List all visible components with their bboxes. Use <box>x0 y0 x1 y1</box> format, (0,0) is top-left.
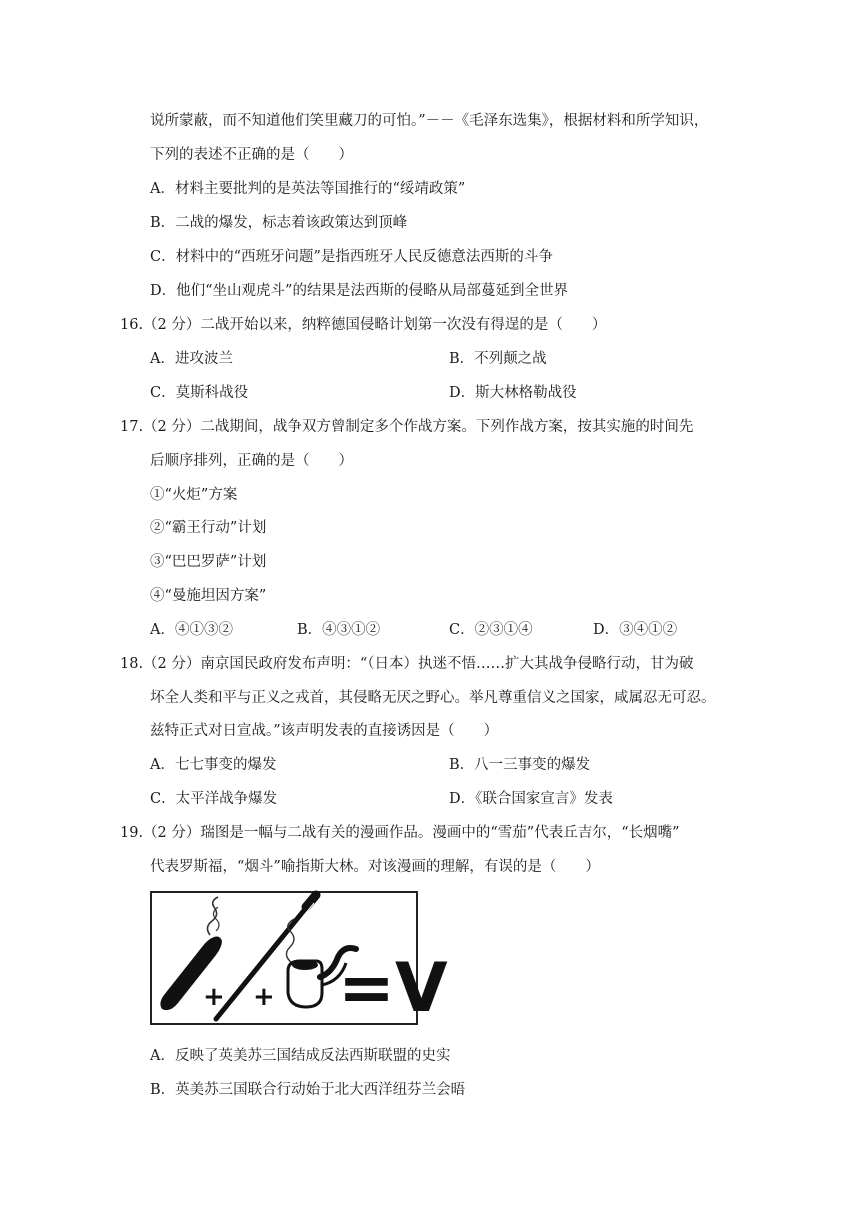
q16-option-c: C．莫斯科战役 <box>150 385 249 401</box>
q16-option-a: A．进攻波兰 <box>150 351 233 367</box>
q18-stem-line2: 坏全人类和平与正义之戎首，其侵略无厌之野心。举凡尊重信义之国家，咸属忍无可忍。 <box>150 690 716 706</box>
q19-option-a: A．反映了英美苏三国结成反法西斯联盟的史实 <box>150 1048 451 1064</box>
q17-item-1: ①“火炬”方案 <box>150 487 238 503</box>
q19-option-b: B．英美苏三国联合行动始于北大西洋纽芬兰会晤 <box>150 1082 466 1098</box>
q16-option-d: D．斯大林格勒战役 <box>449 385 577 401</box>
plus-sign-1: + <box>203 982 225 1012</box>
q15-stem-line2: 下列的表述不正确的是（ ） <box>150 147 353 163</box>
q18-option-b: B．八一三事变的爆发 <box>449 757 591 773</box>
q15-option-d: D．他们“坐山观虎斗”的结果是法西斯的侵略从局部蔓延到全世界 <box>150 283 568 299</box>
q17-item-3: ③“巴巴罗萨”计划 <box>150 554 267 570</box>
q17-stem-line1: 17.（2 分）二战期间，战争双方曾制定多个作战方案。下列作战方案，按其实施的时间先 <box>120 419 694 435</box>
q16-stem: 16.（2 分）二战开始以来，纳粹德国侵略计划第一次没有得逞的是（ ） <box>120 317 607 333</box>
q17-stem-line2: 后顺序排列，正确的是（ ） <box>150 453 353 469</box>
q15-option-c: C．材料中的“西班牙问题”是指西班牙人民反德意法西斯的斗争 <box>150 249 553 265</box>
q19-stem-line1: 19.（2 分）瑞图是一幅与二战有关的漫画作品。漫画中的“雪茄”代表丘吉尔，“长烟嘴” <box>120 825 680 841</box>
q18-option-a: A．七七事变的爆发 <box>150 757 277 773</box>
q19-stem-line2: 代表罗斯福，“烟斗”喻指斯大林。对该漫画的理解，有误的是（ ） <box>150 859 600 875</box>
q17-option-d: D．③④①② <box>593 622 678 638</box>
q18-stem-line3: 兹特正式对日宣战。”该声明发表的直接诱因是（ ） <box>150 723 499 739</box>
cartoon-equals-v: =V <box>338 949 448 1028</box>
q18-stem-line1: 18.（2 分）南京国民政府发布声明：“（日本）执迷不悟……扩大其战争侵略行动，甘为破 <box>120 656 694 672</box>
q15-option-b: B．二战的爆发，标志着该政策达到顶峰 <box>150 215 408 231</box>
q17-option-b: B．④③①② <box>297 622 381 638</box>
cartoon-image <box>150 891 448 1028</box>
q17-item-2: ②“霸王行动”计划 <box>150 520 267 536</box>
q17-option-a: A．④①③② <box>150 622 233 638</box>
q17-option-c: C．②③①④ <box>449 622 533 638</box>
plus-sign-2: + <box>253 982 275 1012</box>
q18-option-c: C．太平洋战争爆发 <box>150 791 278 807</box>
q17-item-4: ④“曼施坦因方案” <box>150 588 267 604</box>
q18-option-d: D．《联合国家宣言》发表 <box>449 791 613 807</box>
q15-stem-line1: 说所蒙蔽，而不知道他们笑里藏刀的可怕。”－－《毛泽东选集》，根据材料和所学知识， <box>150 113 709 129</box>
q16-option-b: B．不列颠之战 <box>449 351 547 367</box>
q15-option-a: A．材料主要批判的是英法等国推行的“绥靖政策” <box>150 181 466 197</box>
